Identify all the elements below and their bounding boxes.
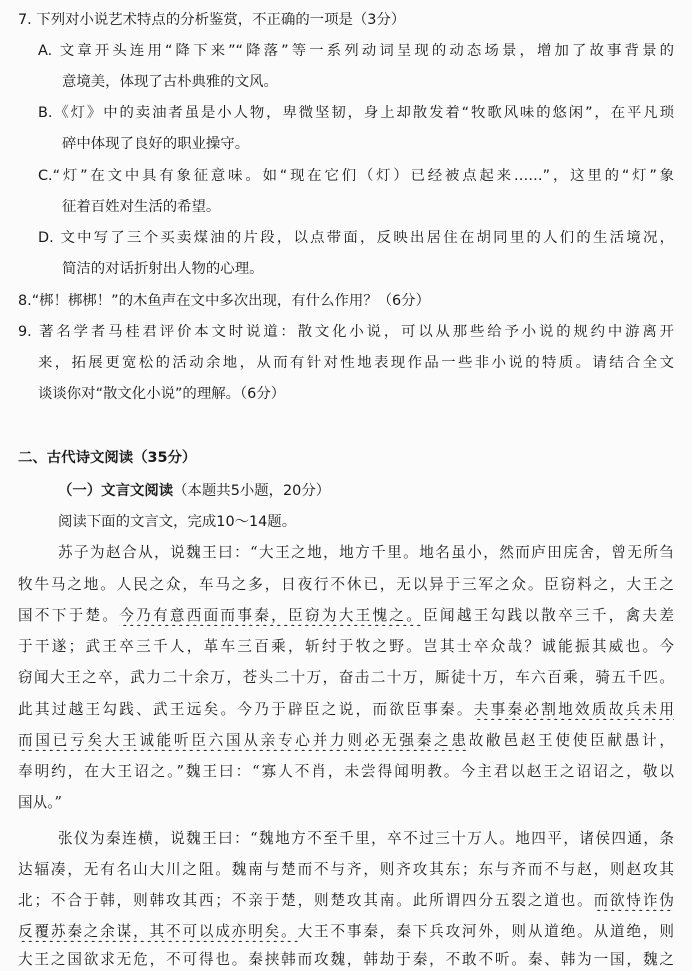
question-7-option-d: D. 文中写了三个买卖煤油的片段，以点带面，反映出居住在胡同里的人们的生活境况，: [38, 230, 674, 246]
question-7-option-c-cont: 征着百姓对生活的希望。: [62, 199, 221, 215]
passage-underlined-sentence-3b: 反覆苏秦之余谋，其不可以成亦明矣。: [18, 923, 298, 940]
section-instruction: 阅读下面的文言文，完成10～14题。: [58, 514, 297, 530]
passage-p2-line-1: 张仪为秦连横，说魏王曰：“魏地方不至千里，卒不过三十万人。地四平，诸侯四通，条: [58, 830, 674, 847]
passage-p1-line-6-a: 此其过越王勾践、武王远矣。今乃于辟臣之说，而欲臣事秦。: [18, 701, 474, 718]
passage-p1-line-5: 窃闻大王之卒，武力二十余万，苍头二十万，奋击二十万，厮徒十万，车六百乘，骑五千匹。: [18, 669, 674, 686]
question-9-stem: 9. 著名学者马桂君评价本文时说道：散文化小说，可以从那些给予小说的规约中游离开: [18, 324, 674, 340]
section-subtitle-rest: （本题共5小题，20分）: [173, 483, 331, 499]
question-7-option-c: C.“灯”在文中具有象征意味。如“现在它们（灯）已经被点起来……”，这里的“灯”象: [38, 168, 674, 184]
passage-underlined-sentence-1: 今乃有意西面而事秦，臣窃为大王愧之。: [119, 607, 424, 624]
question-7-option-a-cont: 意境美，体现了古朴典雅的文风。: [62, 74, 278, 90]
passage-p1-line-2: 牧牛马之地。人民之众，车马之多，日夜行不休已，无以异于三军之众。臣窃料之，大王之: [18, 576, 674, 593]
passage-underlined-sentence-2a: 夫事秦必割地效质故兵未用: [473, 701, 674, 718]
passage-p2-line-4: [18, 922, 674, 942]
passage-p1-line-3-b: 臣闻越王勾践以散卒三千，禽夫差: [423, 607, 674, 624]
passage-p2-line-3: [18, 891, 674, 911]
passage-underlined-sentence-2b: 而国已亏矣大王诚能听臣六国从亲专心并力则必无强秦之患: [18, 732, 469, 749]
question-8-stem: 8.“梆！梆梆！”的木鱼声在文中多次出现，有什么作用？（6分）: [18, 293, 430, 309]
passage-p1-line-1: 苏子为赵合从，说魏王曰：“大王之地，地方千里。地名虽小，然而庐田庑舍，曾无所刍: [58, 544, 674, 561]
section-subtitle: [58, 481, 678, 501]
question-7-option-b: B.《灯》中的卖油者虽是小人物，卑微坚韧，身上却散发着“牧歌风味的悠闲”，在平凡琐: [38, 105, 674, 121]
question-7-option-a: A. 文章开头连用“降下来”“降落”等一系列动词呈现的动态场景，增加了故事背景的: [38, 43, 674, 59]
passage-p2-line-3-a: 北；不合于韩，则韩攻其西；不亲于楚，则楚攻其南。此所谓四分五裂之道也。: [18, 892, 594, 909]
passage-underlined-sentence-3a: 而欲恃诈伪: [593, 892, 674, 909]
question-9-stem-cont: 来，拓展更宽松的活动余地，从而有针对性地表现作品一些非小说的特质。请结合全文: [38, 355, 674, 371]
passage-p1-line-3: [18, 606, 674, 626]
passage-p1-line-4: 于干遂；武王卒三千人，革车三百乘，斩纣于牧之野。岂其士卒众哉？诚能振其威也。今: [18, 638, 674, 655]
question-7-option-d-cont: 简洁的对话折射出人物的心理。: [62, 261, 264, 277]
passage-p2-line-4-b: 大王不事秦，秦下兵攻河外，则从道绝。从道绝，则: [297, 923, 674, 940]
passage-p1-line-7-b: 故敝邑赵王使使臣献愚计，: [468, 732, 674, 749]
section-subtitle-bold: （一）文言文阅读: [58, 483, 174, 499]
question-7-option-b-cont: 碎中体现了良好的职业操守。: [62, 136, 250, 152]
passage-p1-line-9: 国从。”: [18, 794, 62, 811]
passage-p1-line-8: 奉明约，在大王诏之。”魏王曰：“寡人不肖，未尝得闻明教。今主君以赵王之诏诏之，敬以: [18, 763, 674, 780]
section-title: 二、古代诗文阅读（35分）: [18, 450, 197, 466]
passage-p1-line-7: [18, 731, 674, 751]
passage-p1-line-3-a: 国不下于楚。: [18, 607, 120, 624]
question-7-stem: 7. 下列对小说艺术特点的分析鉴赏，不正确的一项是（3分）: [18, 12, 406, 28]
passage-p2-line-2: 达辐凑，无有名山大川之阻。魏南与楚而不与齐，则齐攻其东；东与齐而不与赵，则赵攻其: [18, 861, 674, 878]
passage-p2-line-5: 大王之国欲求无危，不可得也。秦挟韩而攻魏，韩劫于秦，不敢不听。秦、韩为一国，魏之: [18, 951, 674, 968]
question-9-stem-end: 谈谈你对“散文化小说”的理解。（6分）: [38, 386, 286, 402]
passage-p1-line-6: [18, 700, 674, 720]
